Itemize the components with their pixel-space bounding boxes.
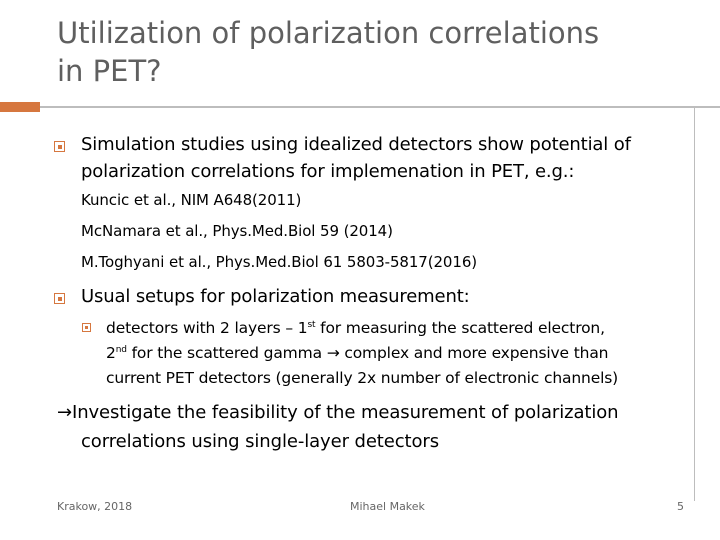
- square-sub-bullet-icon: [82, 323, 91, 332]
- reference-2: McNamara et al., Phys.Med.Biol 59 (2014): [81, 222, 393, 240]
- square-bullet-icon: [54, 293, 65, 304]
- reference-3: M.Toghyani et al., Phys.Med.Biol 61 5803-5817(2016): [81, 253, 478, 271]
- accent-block: [0, 102, 40, 112]
- sub-bullet-line-1: detectors with 2 layers – 1st for measuring the scattered electron,: [106, 319, 605, 337]
- arrow-right-icon: →: [57, 402, 72, 423]
- bullet-1-line-2: polarization correlations for implemenation in PET, e.g.:: [81, 161, 575, 182]
- footer-location-date: Krakow, 2018: [57, 500, 133, 513]
- bullet-2-line-1: Usual setups for polarization measurement:: [81, 286, 470, 307]
- right-border-line: [694, 106, 695, 501]
- conclusion-line-2: correlations using single-layer detectors: [81, 431, 439, 452]
- arrow-right-icon: →: [326, 344, 340, 362]
- sub-bullet-line-2: 2nd for the scattered gamma → complex and more expensive than: [106, 344, 609, 362]
- slide-number: 5: [677, 500, 684, 513]
- bullet-1-line-1: Simulation studies using idealized detectors show potential of: [81, 134, 631, 155]
- header-divider: [40, 106, 720, 108]
- square-bullet-icon: [54, 141, 65, 152]
- title-line-2: in PET?: [57, 54, 162, 88]
- title-line-1: Utilization of polarization correlations: [57, 16, 600, 50]
- reference-1: Kuncic et al., NIM A648(2011): [81, 191, 302, 209]
- sub-bullet-line-3: current PET detectors (generally 2x number of electronic channels): [106, 369, 619, 387]
- conclusion-line-1: →Investigate the feasibility of the measurement of polarization: [57, 402, 619, 423]
- footer-author: Mihael Makek: [350, 500, 425, 513]
- slide-title: [57, 14, 697, 90]
